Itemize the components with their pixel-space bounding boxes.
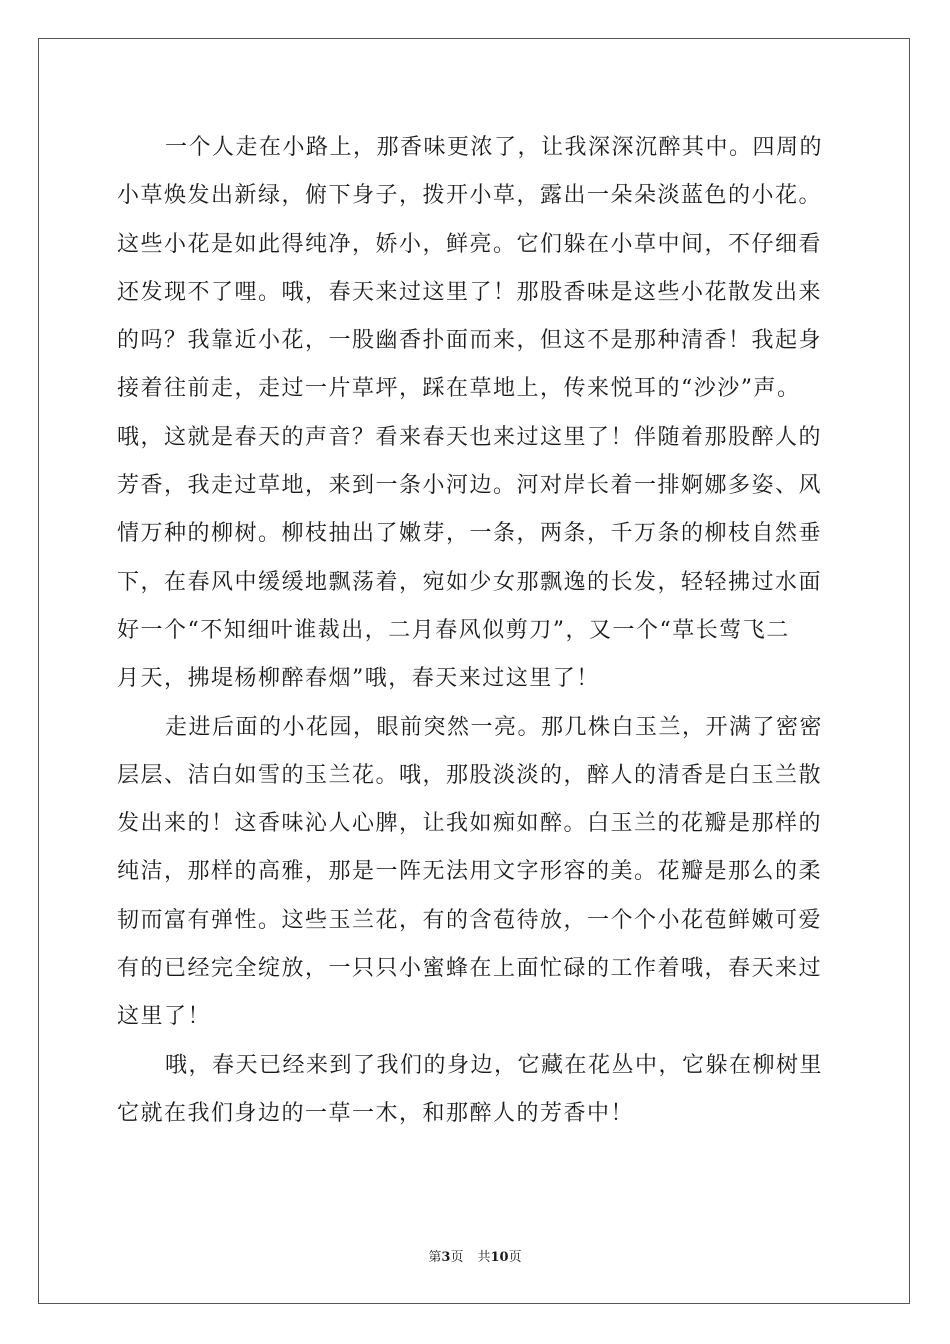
paragraph-1-line-12: 月天，拂堤杨柳醉春烟”哦，春天来过这里了！ — [117, 666, 600, 692]
paragraph-2-line-7: 这里了！ — [117, 1004, 212, 1030]
paragraph-1-line-1: 一个人走在小路上，那香味更浓了，让我深深沉醉其中。四周的 — [165, 135, 824, 160]
paragraph-1-line-4: 还发现不了哩。哦，春天来过这里了！那股香味是这些小花散发出来 — [117, 279, 823, 305]
paragraph-3-line-1: 哦，春天已经来到了我们的身边，它藏在花丛中，它躲在柳树里 — [165, 1052, 824, 1078]
current-page-number: 3 — [441, 1250, 451, 1265]
paragraph-1-line-10: 下，在春风中缓缓地飘荡着，宛如少女那飘逸的长发，轻轻拂过水面 — [117, 569, 823, 595]
paragraph-2-line-3: 发出来的！这香味沁人心脾，让我如痴如醉。白玉兰的花瓣是那样的 — [117, 811, 823, 837]
paragraph-3-line-2: 它就在我们身边的一草一木，和那醉人的芳香中！ — [117, 1100, 635, 1126]
page-footer — [0, 1246, 950, 1265]
paragraph-2-line-4: 纯洁，那样的高雅，那是一阵无法用文字形容的美。花瓣是那么的柔 — [117, 859, 823, 885]
paragraph-2-line-1: 走进后面的小花园，眼前突然一亮。那几株白玉兰，开满了密密 — [165, 714, 824, 740]
document-body — [117, 124, 833, 1138]
paragraph-1-line-9: 情万种的柳树。柳枝抽出了嫩芽，一条，两条，千万条的柳枝自然垂 — [117, 521, 823, 547]
paragraph-1-line-3: 这些小花是如此得纯净，娇小，鲜亮。它们躲在小草中间，不仔细看 — [117, 231, 823, 257]
page-prefix: 第 — [428, 1250, 442, 1265]
paragraph-2-line-2: 层层、洁白如雪的玉兰花。哦，那股淡淡的，醉人的清香是白玉兰散 — [117, 762, 823, 788]
total-suffix: 页 — [508, 1250, 522, 1265]
paragraph-1-line-5: 的吗？我靠近小花，一股幽香扑面而来，但这不是那种清香！我起身 — [117, 328, 823, 354]
total-pages: 10 — [490, 1250, 509, 1265]
paragraph-1-line-11: 好一个“不知细叶谁裁出，二月春风似剪刀”，又一个“草长莺飞二 — [117, 617, 790, 643]
paragraph-2-line-5: 韧而富有弹性。这些玉兰花，有的含苞待放，一个个小花苞鲜嫩可爱 — [117, 907, 823, 933]
paragraph-1-line-7: 哦，这就是春天的声音？看来春天也来过这里了！伴随着那股醉人的 — [117, 424, 823, 450]
total-prefix: 共 — [477, 1250, 491, 1265]
paragraph-1-line-8: 芳香，我走过草地，来到一条小河边。河对岸长着一排婀娜多姿、风 — [117, 473, 823, 499]
paragraph-1-line-6: 接着往前走，走过一片草坪，踩在草地上，传来悦耳的“沙沙”声。 — [117, 376, 801, 402]
page-suffix: 页 — [450, 1250, 464, 1265]
paragraph-2-line-6: 有的已经完全绽放，一只只小蜜蜂在上面忙碌的工作着哦，春天来过 — [117, 956, 823, 982]
paragraph-1-line-2: 小草焕发出新绿，俯下身子，拨开小草，露出一朵朵淡蓝色的小花。 — [117, 183, 823, 209]
